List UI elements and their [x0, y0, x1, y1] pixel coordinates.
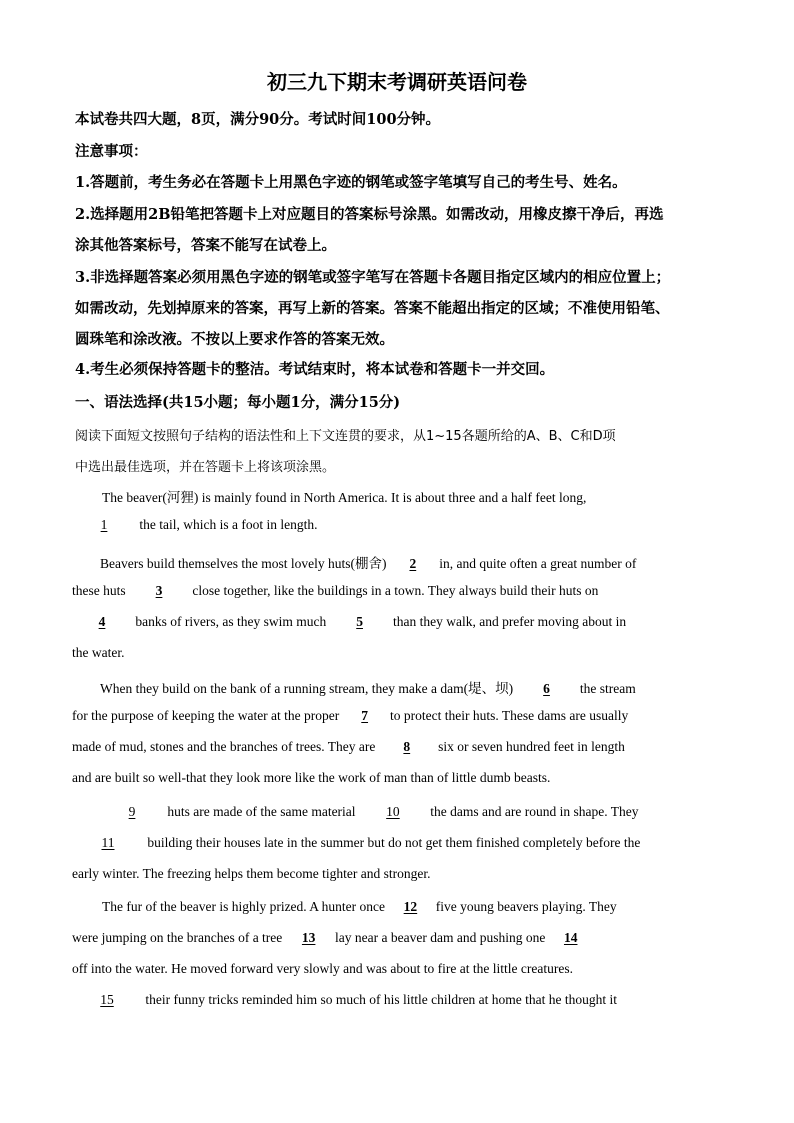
rule-line-6: 圆珠笔和涂改液。不按以上要求作答的答案无效。 — [75, 331, 394, 348]
passage-line: The beaver(河狸) is mainly found in North America. It is about three and a half feet long, — [102, 490, 587, 505]
blank-13[interactable]: 13 — [301, 930, 316, 945]
passage-line: early winter. The freezing helps them become tighter and stronger. — [72, 866, 431, 881]
rule-line-4: 3.非选择题答案必须用黑色字迹的钢笔或签字笔写在答题卡各题目指定区域内的相应位置上； — [75, 269, 671, 286]
directions-line-1: 阅读下面短文按照句子结构的语法性和上下文连贯的要求，从1~15各题所给的A、B、C和D项 — [75, 429, 616, 444]
notice-heading: 注意事项： — [75, 143, 148, 160]
passage-line: made of mud, stones and the branches of trees. They are 8 six or seven hundred feet in length — [72, 739, 625, 754]
blank-4[interactable]: 4 — [98, 614, 106, 629]
exam-info: 本试卷共四大题，8页，满分90分。考试时间100分钟。 — [75, 111, 441, 128]
blank-1[interactable]: 1 — [100, 517, 108, 532]
page-title: 初三九下期末考调研英语问卷 — [267, 70, 527, 94]
blank-11[interactable]: 11 — [101, 835, 115, 850]
passage-line: the water. — [72, 645, 125, 660]
blank-7[interactable]: 7 — [361, 708, 369, 723]
passage-line: off into the water. He moved forward very slowly and was about to fire at the little creatures. — [72, 961, 573, 976]
passage-line: these huts 3 close together, like the buildings in a town. They always build their huts on — [72, 583, 599, 598]
passage-line: and are built so well-that they look more like the work of man than of little dumb beasts. — [72, 770, 551, 785]
passage-line: for the purpose of keeping the water at the proper 7 to protect their huts. These dams are usually — [72, 708, 629, 723]
passage-line: 9 huts are made of the same material 10 the dams and are round in shape. They — [100, 804, 639, 820]
blank-10[interactable]: 10 — [386, 804, 400, 819]
blank-12[interactable]: 12 — [403, 899, 418, 914]
passage-line: were jumping on the branches of a tree 13 lay near a beaver dam and pushing one 14 — [72, 930, 593, 946]
rule-line-1: 1.答题前，考生务必在答题卡上用黑色字迹的钢笔或签字笔填写自己的考生号、姓名。 — [75, 174, 627, 191]
passage-line: 11 building their houses late in the summer but do not get them finished completely before the — [72, 835, 640, 851]
passage-line: 4 banks of rivers, as they swim much 5 than they walk, and prefer moving about in — [72, 614, 626, 630]
blank-3[interactable]: 3 — [155, 583, 163, 598]
blank-5[interactable]: 5 — [356, 614, 363, 629]
blank-14[interactable]: 14 — [563, 930, 578, 945]
blank-8[interactable]: 8 — [403, 739, 411, 754]
passage-line: 15 their funny tricks reminded him so much of his little children at home that he thought it — [72, 992, 617, 1008]
passage-line: When they build on the bank of a running stream, they make a dam(堤、坝) 6 the stream — [100, 681, 636, 696]
passage-line: Beavers build themselves the most lovely huts(棚舍) 2 in, and quite often a great number of — [100, 556, 637, 571]
passage-line: The fur of the beaver is highly prized. A hunter once 12 five young beavers playing. They — [102, 899, 617, 914]
blank-9[interactable]: 9 — [128, 804, 136, 819]
directions-line-2: 中选出最佳选项，并在答题卡上将该项涂黑。 — [75, 460, 336, 475]
blank-15[interactable]: 15 — [100, 992, 114, 1007]
passage-line: 1 the tail, which is a foot in length. — [72, 517, 317, 533]
rule-line-5: 如需改动，先划掉原来的答案，再写上新的答案。答案不能超出指定的区域；不准使用铅笔、 — [75, 300, 670, 317]
blank-6[interactable]: 6 — [543, 681, 550, 696]
rule-line-3: 涂其他答案标号，答案不能写在试卷上。 — [75, 237, 336, 254]
rule-line-7: 4.考生必须保持答题卡的整洁。考试结束时，将本试卷和答题卡一并交回。 — [75, 361, 555, 378]
rule-line-2: 2.选择题用2B铅笔把答题卡上对应题目的答案标号涂黑。如需改动，用橡皮擦干净后，再选 — [75, 206, 664, 223]
section-heading: 一、语法选择(共15小题；每小题1分，满分15分) — [75, 394, 401, 411]
blank-2[interactable]: 2 — [409, 556, 417, 571]
